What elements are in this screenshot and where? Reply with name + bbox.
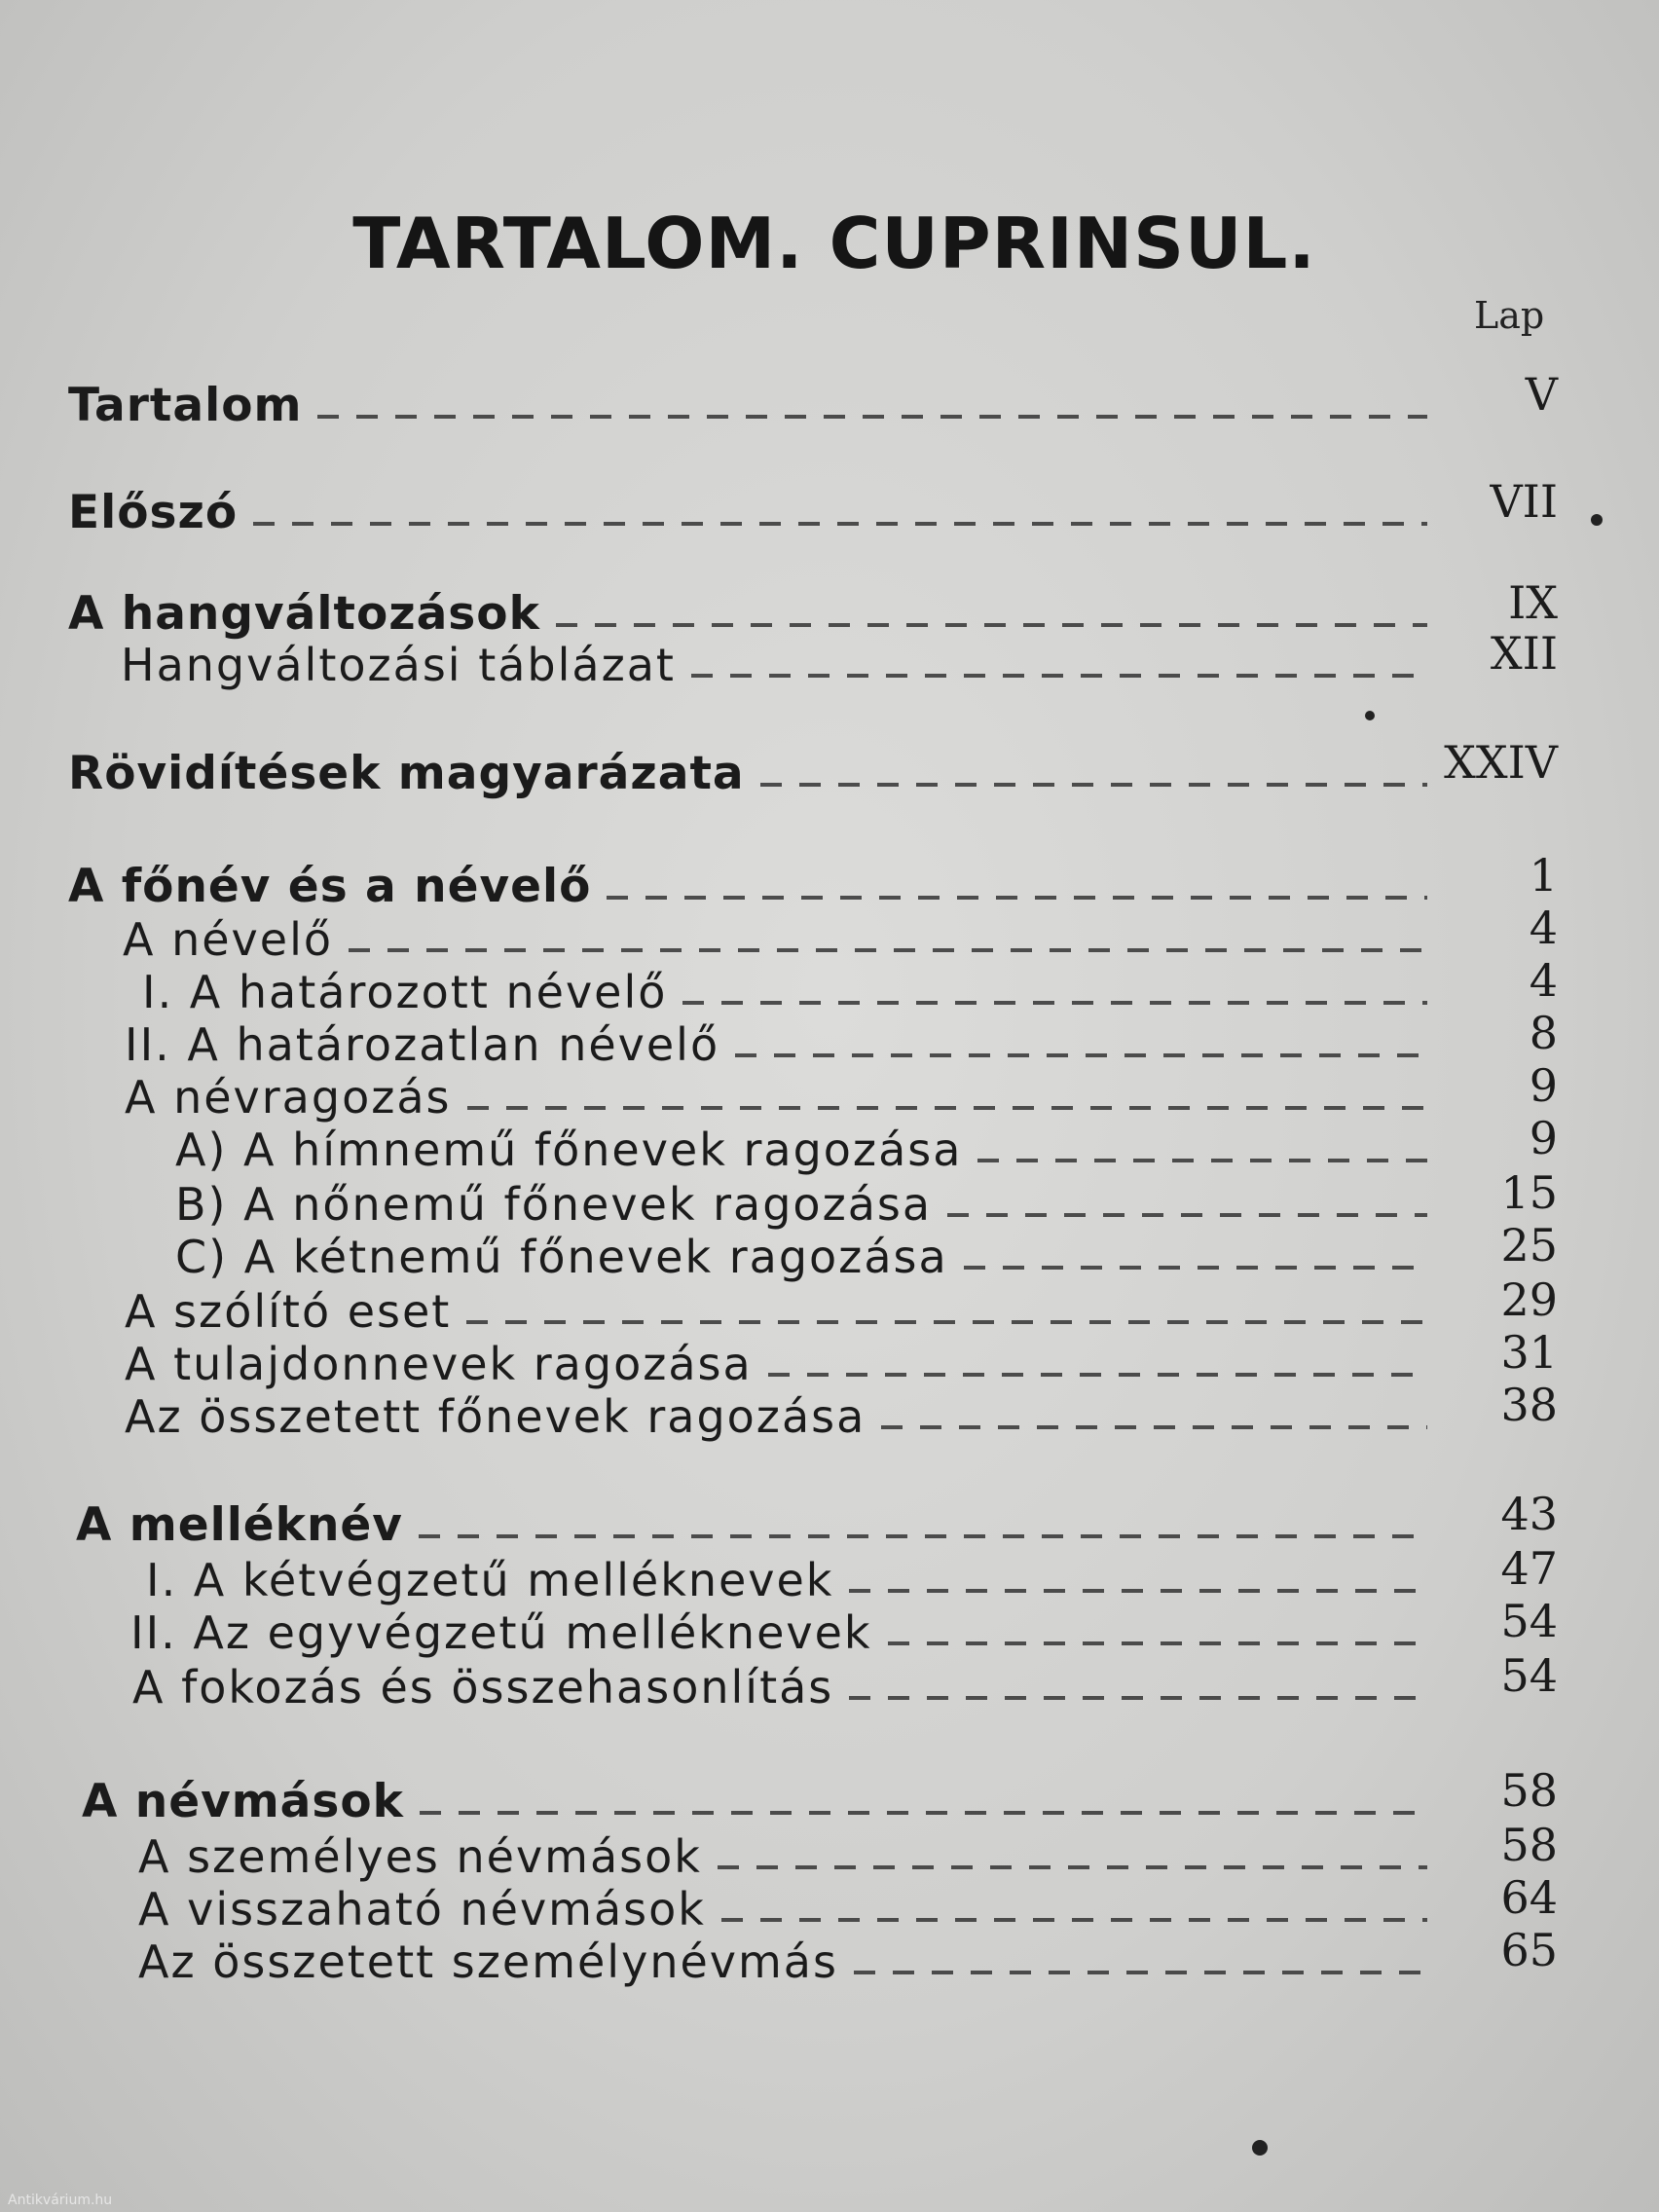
toc-entry-page: V: [1525, 368, 1558, 421]
dot-leader: [964, 1266, 1427, 1270]
toc-entry-page: 65: [1500, 1924, 1558, 1976]
toc-entry: [82, 1764, 1558, 1828]
ink-speck: [1591, 514, 1603, 526]
toc-entry-page: VII: [1490, 475, 1558, 528]
toc-entry-label: A visszaható névmások: [138, 1883, 706, 1936]
toc-entry: [146, 1542, 1558, 1606]
toc-entry-label: A fokozás és összehasonlítás: [132, 1661, 834, 1714]
toc-entry: [138, 1924, 1558, 1988]
toc-entry-page: 54: [1500, 1595, 1558, 1647]
dot-leader: [888, 1641, 1427, 1645]
toc-entry-label: A tulajdonnevek ragozása: [125, 1338, 753, 1390]
page-title: TARTALOM. CUPRINSUL.: [352, 203, 1316, 284]
toc-entry-label: Tartalom: [68, 379, 303, 432]
dot-leader: [977, 1159, 1427, 1162]
toc-entry-label: II. Az egyvégzetű melléknevek: [130, 1606, 872, 1659]
toc-entry-label: Előszó: [68, 486, 239, 539]
toc-entry-page: 58: [1500, 1819, 1558, 1871]
toc-entry: [175, 1112, 1558, 1176]
dot-leader: [556, 623, 1427, 627]
toc-entry-label: II. A határozatlan névelő: [125, 1018, 720, 1071]
toc-entry-label: A névragozás: [125, 1071, 452, 1124]
dot-leader: [721, 1918, 1427, 1922]
toc-entry: [175, 1166, 1558, 1231]
toc-entry: [125, 1273, 1558, 1338]
toc-entry-label: A névelő: [123, 913, 333, 966]
toc-entry-label: A főnév és a névelő: [68, 860, 592, 913]
toc-entry-page: 4: [1529, 954, 1558, 1007]
toc-entry: [68, 368, 1558, 432]
dot-leader: [849, 1696, 1427, 1700]
dot-leader: [691, 674, 1427, 678]
dot-leader: [718, 1865, 1427, 1869]
page-column-header: Lap: [1474, 294, 1545, 337]
toc-entry-page: 38: [1500, 1379, 1558, 1431]
toc-entry: [68, 576, 1558, 641]
toc-entry-page: XXIV: [1444, 736, 1558, 789]
toc-entry-label: Hangváltozási táblázat: [121, 639, 676, 691]
toc-entry: [68, 849, 1558, 913]
toc-entry-page: IX: [1508, 576, 1558, 629]
toc-entry-label: Rövidítések magyarázata: [68, 747, 745, 800]
watermark: Antikvárium.hu: [8, 2193, 113, 2208]
toc-entry-label: C) A kétnemű főnevek ragozása: [175, 1231, 948, 1283]
toc-entry-page: 8: [1529, 1007, 1558, 1059]
dot-leader: [253, 522, 1427, 526]
dot-leader: [607, 896, 1427, 900]
toc-entry-label: A hangváltozások: [68, 587, 540, 641]
toc-entry-page: 47: [1500, 1542, 1558, 1595]
toc-entry: [68, 475, 1558, 539]
dot-leader: [466, 1320, 1427, 1324]
toc-entry-page: 9: [1529, 1059, 1558, 1112]
toc-entry-label: A melléknév: [76, 1498, 403, 1552]
toc-entry-page: 64: [1500, 1871, 1558, 1924]
toc-entry: [68, 736, 1558, 800]
toc-entry-label: Az összetett főnevek ragozása: [125, 1390, 866, 1443]
toc-entry-label: I. A határozott névelő: [142, 966, 668, 1018]
toc-entry: [142, 954, 1558, 1018]
toc-entry-page: 1: [1529, 849, 1558, 902]
toc-entry-page: 58: [1500, 1764, 1558, 1817]
toc-entry: [123, 902, 1558, 966]
toc-entry: [132, 1649, 1558, 1714]
toc-entry: [130, 1595, 1558, 1659]
ink-speck: [1252, 2140, 1268, 2156]
dot-leader: [467, 1106, 1427, 1110]
toc-entry-label: A személyes névmások: [138, 1830, 702, 1883]
toc-entry-page: 29: [1500, 1273, 1558, 1326]
toc-entry: [121, 627, 1558, 691]
dot-leader: [317, 415, 1427, 419]
dot-leader: [849, 1589, 1427, 1593]
toc-entry: [125, 1326, 1558, 1390]
dot-leader: [760, 783, 1427, 787]
dot-leader: [735, 1053, 1427, 1057]
dot-leader: [420, 1811, 1427, 1815]
toc-entry: [125, 1007, 1558, 1071]
toc-entry-page: 54: [1500, 1649, 1558, 1702]
toc-entry-label: A) A hímnemű főnevek ragozása: [175, 1124, 963, 1176]
toc-entry: [125, 1059, 1558, 1124]
dot-leader: [682, 1001, 1427, 1005]
toc-entry: [125, 1379, 1558, 1443]
toc-entry-label: I. A kétvégzetű melléknevek: [146, 1554, 834, 1606]
toc-entry-page: 9: [1529, 1112, 1558, 1164]
toc-entry: [138, 1871, 1558, 1936]
toc-entry: [138, 1819, 1558, 1883]
toc-entry-label: A szólító eset: [125, 1285, 452, 1338]
toc-entry-label: B) A nőnemű főnevek ragozása: [175, 1178, 933, 1231]
toc-entry-page: 25: [1500, 1219, 1558, 1272]
toc-entry-label: Az összetett személynévmás: [138, 1936, 838, 1988]
dot-leader: [947, 1213, 1427, 1217]
dot-leader: [881, 1425, 1427, 1429]
dot-leader: [768, 1373, 1427, 1377]
toc-entry-page: 31: [1500, 1326, 1558, 1379]
dot-leader: [419, 1534, 1427, 1538]
toc-entry-page: 4: [1529, 902, 1558, 954]
toc-entry-page: 43: [1500, 1488, 1558, 1540]
dot-leader: [854, 1971, 1427, 1974]
toc-entry-page: 15: [1500, 1166, 1558, 1219]
dot-leader: [349, 948, 1427, 952]
toc-entry: [175, 1219, 1558, 1283]
ink-speck: [1365, 711, 1375, 720]
toc-entry-label: A névmások: [82, 1775, 404, 1828]
toc-entry: [76, 1488, 1558, 1552]
toc-entry-page: XII: [1490, 627, 1558, 680]
